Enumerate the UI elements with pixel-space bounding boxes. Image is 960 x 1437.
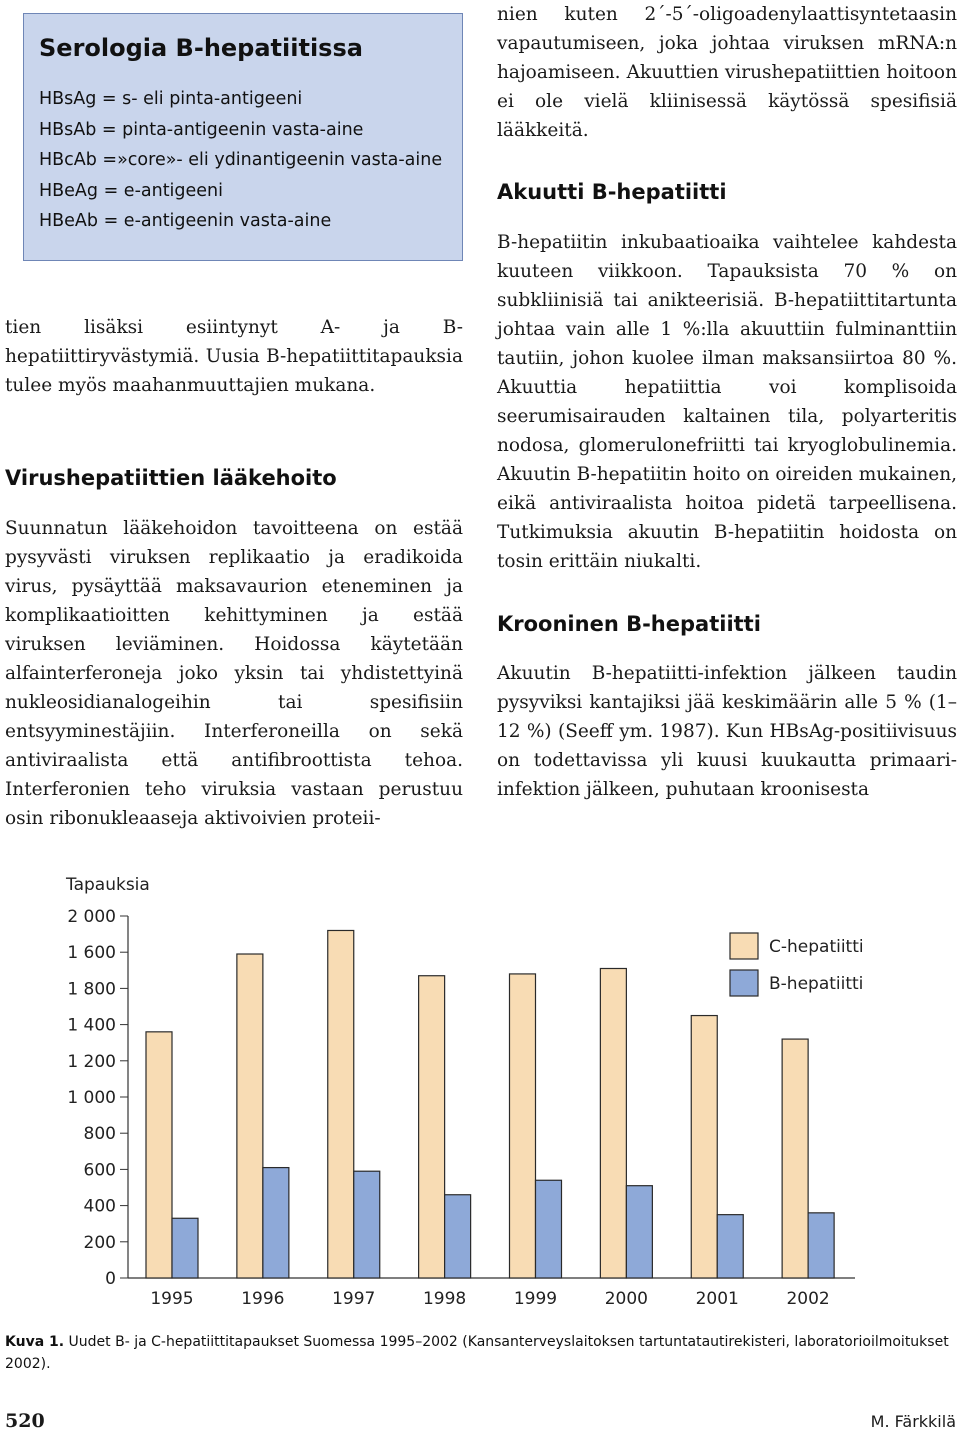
y-tick-label: 0: [105, 1269, 116, 1289]
heading-chronic-hepatitis-b: Krooninen B-hepatiitti: [497, 612, 761, 636]
chart-svg: [0, 860, 960, 1330]
y-tick-label: 1 400: [67, 1015, 116, 1036]
chronic-paragraph: Akuutin B-hepatiitti-infektion jälkeen taudin pysyviksi kantajiksi jää keskimäärin alle 5 % (1–12 %) (Seeff ym. 1987). Kun HBsAg-positiivisuus on todettavissa yli kuusi kuukautta primaari-infektion jälkeen, puhutaan kroonisesta: [497, 663, 957, 800]
bar-b-hepatitis: [172, 1218, 198, 1278]
right-intro-text: nien kuten 2´-5´-oligoadenylaattisyntetaasin vapautumiseen, joka johtaa viruksen mRNA:n hajoamiseen. Akuuttien virushepatiittien hoitoon ei ole vielä kliinisessä käytössä spesifisiä lääkkeitä.: [497, 4, 957, 141]
author-name: M. Färkkilä: [870, 1412, 956, 1431]
box-title: Serologia B-hepatiitissa: [39, 34, 363, 62]
bar-c-hepatitis: [146, 1032, 172, 1278]
x-tick-label: 1995: [150, 1289, 194, 1309]
bar-b-hepatitis: [536, 1180, 562, 1278]
box-line: HBsAb = pinta-antigeenin vasta-aine: [39, 119, 364, 140]
x-tick-label: 1999: [513, 1289, 558, 1309]
caption-text: Uudet B- ja C-hepatiittitapaukset Suomessa 1995–2002 (Kansanterveyslaitoksen tartuntatautirekisteri, laboratorioilmoitukset 2002).: [5, 1334, 949, 1372]
y-tick-label: 800: [83, 1124, 116, 1145]
y-tick-label: 2 000: [67, 907, 116, 927]
acute-paragraph: B-hepatiitin inkubaatioaika vaihtelee kahdesta kuuteen viikkoon. Tapauksista 70 % on subkliinisiä tai anikteerisiä. B-hepatiittitartunta johtaa vain alle 1 %:lla akuuttiin fulminanttiin tautiin, johon kuolee ilman maksansiirtoa 80 %. Akuuttia hepatiittia voi komplisoida seerumisairauden kaltainen tila, polyarteritis nodosa, glomerulonefriitti tai kryoglobulinemia. Akuutin B-hepatiitin hoito on oireiden mukainen, eikä antiviraalista hoitoa pidetä tarpeellisena. Tutkimuksia akuutin B-hepatiitin hoidosta on tosin erittäin niukalti.: [497, 232, 957, 572]
box-line: HBeAg = e-antigeeni: [39, 180, 224, 201]
x-tick-label: 1996: [241, 1289, 285, 1309]
legend-label: C-hepatiitti: [769, 937, 864, 957]
y-tick-label: 600: [83, 1160, 116, 1181]
y-axis-title: Tapauksia: [66, 875, 150, 895]
bar-b-hepatitis: [354, 1171, 380, 1278]
bar-c-hepatitis: [691, 1016, 717, 1278]
y-tick-label: 400: [83, 1196, 116, 1217]
left-intro-text: tien lisäksi esiintynyt A- ja B-hepatiittiryvästymiä. Uusia B-hepatiittitapauksia tulee myös maahanmuuttajien mukana.: [5, 317, 463, 396]
box-line: HBcAb =»core»- eli ydinantigeenin vasta-aine: [39, 150, 443, 170]
bar-c-hepatitis: [328, 930, 354, 1278]
bar-b-hepatitis: [263, 1168, 289, 1278]
legend-swatch: [730, 933, 758, 959]
x-tick-label: 2001: [695, 1289, 739, 1309]
heading-drug-therapy: Virushepatiittien lääkehoito: [5, 466, 337, 490]
page-number: 520: [5, 1410, 45, 1432]
figure-caption: [5, 1331, 955, 1375]
bar-b-hepatitis: [626, 1186, 652, 1278]
bar-b-hepatitis: [808, 1213, 834, 1278]
bar-c-hepatitis: [419, 976, 445, 1278]
box-line: HBsAg = s- eli pinta-antigeeni: [39, 89, 303, 109]
x-tick-label: 2002: [786, 1289, 830, 1309]
bar-b-hepatitis: [717, 1215, 743, 1278]
left-paragraph: Suunnatun lääkehoidon tavoitteena on estää pysyvästi viruksen replikaatio ja eradikoida virus, pysäyttää maksavaurion eteneminen ja komplikaatioitten kehittyminen ja estää viruksen leviäminen. Hoidossa käytetään alfainterferoneja joko yksin tai yhdistettyinä nukleosidianalogeihin tai spesifisiin entsyyminestäjiin. Interferoneilla on sekä antiviraalista että antifibroottista tehoa. Interferonien teho viruksia vastaan perustuu osin ribonukleaaseja aktivoivien proteii-: [5, 518, 463, 829]
y-tick-label: 1 600: [67, 943, 116, 964]
legend-label: B-hepatiitti: [769, 974, 864, 994]
caption-label: Kuva 1.: [5, 1334, 65, 1350]
bar-c-hepatitis: [237, 954, 263, 1278]
bar-c-hepatitis: [600, 968, 626, 1278]
bar-c-hepatitis: [510, 974, 536, 1278]
box-lines: [39, 84, 442, 237]
x-tick-label: 1997: [332, 1289, 376, 1309]
heading-acute-hepatitis-b: Akuutti B-hepatiitti: [497, 180, 727, 204]
y-tick-label: 1 200: [67, 1051, 116, 1072]
bar-b-hepatitis: [445, 1195, 471, 1278]
bar-c-hepatitis: [782, 1039, 808, 1278]
y-tick-label: 200: [83, 1232, 116, 1253]
box-line: HBeAb = e-antigeenin vasta-aine: [39, 211, 332, 231]
x-tick-label: 2000: [604, 1289, 649, 1309]
y-tick-label: 1 000: [67, 1088, 116, 1108]
x-tick-label: 1998: [422, 1289, 467, 1309]
legend-swatch: [730, 970, 758, 996]
y-tick-label: 1 800: [67, 979, 116, 1000]
hepatitis-cases-chart: [0, 860, 960, 1330]
